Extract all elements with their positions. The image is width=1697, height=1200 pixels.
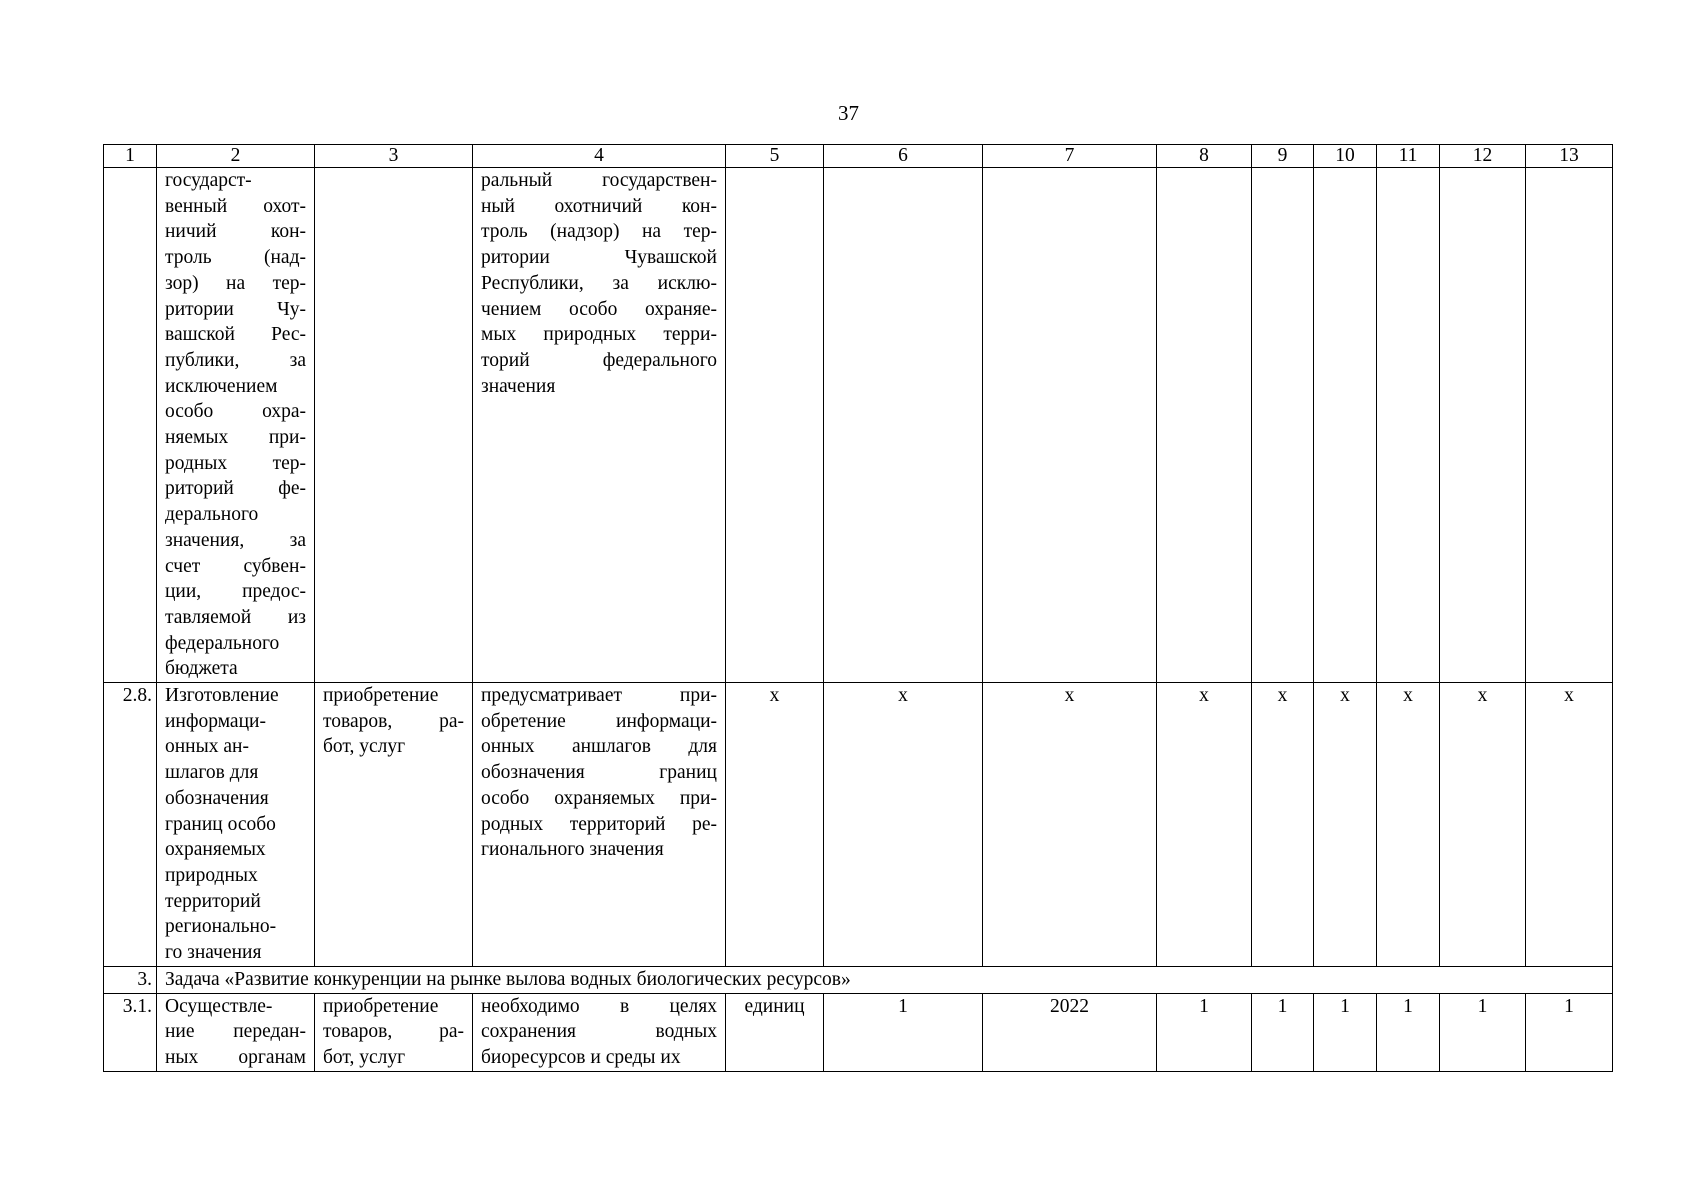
year-cell: 2022 [983,993,1157,1071]
text-line: вашской Рес- [165,324,306,346]
table-row-task-3 [104,966,1613,993]
header-cell: 4 [473,145,726,168]
program-table [103,144,1613,1072]
header-cell: 13 [1526,145,1613,168]
activity-type-cell [315,993,473,1071]
value-cell [1526,168,1613,683]
table-row-continued [104,168,1613,683]
unit-cell: единиц [726,993,824,1071]
header-cell: 3 [315,145,473,168]
header-cell: 5 [726,145,824,168]
text-line: особо охра- [165,401,306,423]
text-line: ных органам [165,1046,306,1068]
text-line: природных [165,864,258,886]
value-cell: 1 [1157,993,1252,1071]
text-line: информаци- [165,710,266,732]
text-line: чением особо охраняе- [481,298,717,320]
row-number-cell: 3.1. [104,993,157,1071]
row-number-cell: 3. [104,966,157,993]
text-line: товаров, ра- [323,1021,464,1043]
text-line: Осуществле- [165,995,273,1017]
description-cell [473,683,726,967]
value-cell: 1 [1526,993,1613,1071]
text-line: приобретение [323,685,439,707]
header-cell: 10 [1314,145,1377,168]
value-cell: 1 [1252,993,1314,1071]
text-line: Республики, за исклю- [481,272,717,294]
header-cell: 8 [1157,145,1252,168]
event-name-cell [157,168,315,683]
value-cell: 1 [1314,993,1377,1071]
text-line: федерального [165,632,280,654]
text-line: ритории Чу- [165,298,306,320]
text-line: тавляемой из [165,606,306,628]
text-line: приобретение [323,995,439,1017]
task-title-cell: Задача «Развитие конкуренции на рынке вылова водных биологических ресурсов» [157,966,1613,993]
value-cell: x [726,683,824,967]
value-cell [1440,168,1526,683]
text-line: зор) на тер- [165,272,306,294]
text-line: значения [481,375,556,397]
text-line: родных территорий ре- [481,813,717,835]
text-line: ральный государствен- [481,170,717,191]
activity-type-cell [315,683,473,967]
text-line: бот, услуг [323,1046,406,1068]
value-cell [1157,168,1252,683]
text-line: ный охотничий кон- [481,195,717,217]
text-line: биоресурсов и среды их [481,1046,681,1068]
text-line: товаров, ра- [323,710,464,732]
text-line: значения, за [165,529,306,551]
text-line: мых природных терри- [481,324,717,346]
value-cell: x [1157,683,1252,967]
value-cell [1377,168,1440,683]
text-line: троль (над- [165,247,306,269]
text-line: онных аншлагов для [481,736,717,758]
text-line: онных ан- [165,736,249,758]
text-line: границ особо [165,813,276,835]
value-cell [1252,168,1314,683]
value-cell: 1 [824,993,983,1071]
text-line: территорий [165,890,261,912]
value-cell: 1 [1440,993,1526,1071]
value-cell: x [1526,683,1613,967]
text-line: риторий фе- [165,478,306,500]
header-cell: 7 [983,145,1157,168]
value-cell: x [1440,683,1526,967]
text-line: обозначения границ [481,762,717,784]
page-number: 37 [838,101,859,125]
value-cell: x [1252,683,1314,967]
row-number-cell: 2.8. [104,683,157,967]
description-cell [473,993,726,1071]
event-name-cell [157,683,315,967]
description-cell [473,168,726,683]
text-line: Изготовление [165,685,279,707]
value-cell [983,168,1157,683]
value-cell: x [824,683,983,967]
text-line: счет субвен- [165,555,306,577]
text-line: ничий кон- [165,221,306,243]
value-cell: 1 [1377,993,1440,1071]
text-line: ритории Чувашской [481,247,717,269]
text-line: родных тер- [165,452,306,474]
text-line: гионального значения [481,839,664,861]
text-line: троль (надзор) на тер- [481,221,717,243]
text-line: предусматривает при- [481,685,717,707]
text-line: венный охот- [165,195,306,217]
text-line: ние передан- [165,1021,306,1043]
text-line: бюджета [165,658,238,680]
value-cell [1314,168,1377,683]
value-cell: x [983,683,1157,967]
header-cell: 1 [104,145,157,168]
text-line: бот, услуг [323,736,406,758]
text-line: исключением [165,375,278,397]
text-line: обретение информаци- [481,710,717,732]
value-cell [824,168,983,683]
row-number-cell [104,168,157,683]
header-cell: 2 [157,145,315,168]
text-line: торий федерального [481,349,717,371]
header-cell: 6 [824,145,983,168]
text-line: обозначения [165,787,269,809]
text-line: государст- [165,170,252,191]
header-cell: 12 [1440,145,1526,168]
text-line: необходимо в целях [481,995,717,1017]
event-name-cell [157,993,315,1071]
text-line: публики, за [165,349,306,371]
header-row [104,145,1613,168]
header-cell: 11 [1377,145,1440,168]
text-line: регионально- [165,916,277,938]
text-line: шлагов для [165,762,259,784]
table-row-2-8 [104,683,1613,967]
activity-type-cell [315,168,473,683]
text-line: дерального [165,504,259,526]
text-line: сохранения водных [481,1021,717,1043]
value-cell: x [1314,683,1377,967]
value-cell: x [1377,683,1440,967]
header-cell: 9 [1252,145,1314,168]
text-line: охраняемых [165,839,266,861]
text-line: няемых при- [165,427,306,449]
value-cell [726,168,824,683]
text-line: го значения [165,942,262,964]
text-line: особо охраняемых при- [481,787,717,809]
text-line: ции, предос- [165,581,306,603]
table-row-3-1 [104,993,1613,1071]
